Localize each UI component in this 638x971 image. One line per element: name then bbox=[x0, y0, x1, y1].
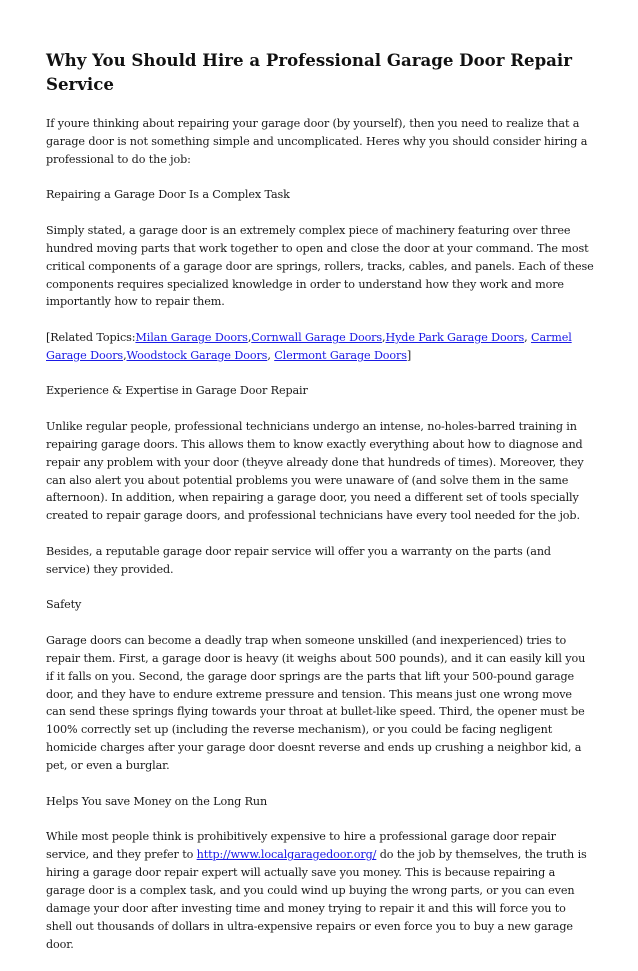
article-title: Why You Should Hire a Professional Garage Door Repair Service bbox=[46, 50, 572, 94]
link-woodstock-garage-doors[interactable]: Woodstock Garage Doors bbox=[126, 348, 268, 362]
section-heading-experience: Experience & Expertise in Garage Door Repair bbox=[46, 384, 308, 398]
link-carmel-garage-doors[interactable]: Carmel Garage Doors bbox=[46, 330, 572, 362]
section-heading-complex-task: Repairing a Garage Door Is a Complex Task bbox=[46, 188, 290, 202]
related-prefix: [Related Topics: bbox=[46, 330, 136, 344]
safety-paragraph: Garage doors can become a deadly trap when someone unskilled (and inexperienced) tries to repair them. First, a garage door is heavy (it weighs about 500 pounds), and it can easily kill you if it falls on you. Second, the garage door springs are the parts that lift your 500-pound garage door, and they have to endure extreme pressure and tension. This means just one wrong move can send these springs flying towards your throat at bullet-like speed. Third, the opener must be 100% correctly set up (including the reverse mechanism), or you could be facing negligent homicide charges after your garage door doesnt reverse and ends up crushing a neighbor kid, a pet, or even a burglar. bbox=[46, 633, 586, 773]
link-hyde-park-garage-doors[interactable]: Hyde Park Garage Doors bbox=[385, 330, 525, 344]
save-money-paragraph bbox=[46, 828, 594, 953]
save-money-text-start: While most people think is prohibitively expensive to hire a professional garage door repair service, and they prefer to bbox=[46, 830, 556, 862]
link-localgaragedoor[interactable]: http://www.localgaragedoor.org/ bbox=[196, 848, 377, 862]
warranty-paragraph: Besides, a reputable garage door repair service will offer you a warranty on the parts (and service) they provided. bbox=[46, 544, 551, 576]
experience-paragraph: Unlike regular people, professional technicians undergo an intense, no-holes-barred training in repairing garage doors. This allows them to know exactly everything about how to diagnose and repair any problem with your door (theyve already done that hundreds of times). Moreover, they can also alert you about potential problems you were unaware of (and solve them in the same afternoon). In addition, when repairing a garage door, you need a different set of tools specially created to repair garage doors, and professional technicians have every tool needed for the job. bbox=[46, 419, 584, 523]
save-money-text-end: do the job by themselves, the truth is hiring a garage door repair expert will actually save you money. This is because repairing a garage door is a complex task, and you could wind up buying the wrong parts, or you can even damage your door after investing time and money trying to repair it and this will force you to shell out thousands of dollars in ultra-expensive repairs or even force you to buy a new garage door. bbox=[46, 848, 587, 951]
separator: , bbox=[524, 330, 531, 344]
section-heading-safety: Safety bbox=[46, 598, 82, 612]
separator: , bbox=[267, 348, 275, 362]
link-cornwall-garage-doors[interactable]: Cornwall Garage Doors bbox=[251, 330, 383, 344]
related-suffix: ] bbox=[406, 348, 412, 362]
link-clermont-garage-doors[interactable]: Clermont Garage Doors bbox=[274, 348, 407, 362]
complex-task-paragraph: Simply stated, a garage door is an extremely complex piece of machinery featuring over three hundred moving parts that work together to open and close the door at your command. The most critical components of a garage door are springs, rollers, tracks, cables, and panels. Each of these components requires specialized knowledge in order to understand how they work and more importantly how to repair them. bbox=[46, 223, 594, 309]
separator: , bbox=[382, 330, 386, 344]
separator: , bbox=[123, 348, 127, 362]
section-heading-save-money: Helps You save Money on the Long Run bbox=[46, 794, 268, 808]
related-topics bbox=[46, 329, 594, 365]
document-page bbox=[46, 48, 594, 971]
separator: , bbox=[247, 330, 252, 344]
link-milan-garage-doors[interactable]: Milan Garage Doors bbox=[135, 330, 248, 344]
intro-paragraph: If youre thinking about repairing your garage door (by yourself), then you need to realize that a garage door is not something simple and uncomplicated. Heres why you should consider hiring a professional to do the job: bbox=[46, 117, 588, 166]
